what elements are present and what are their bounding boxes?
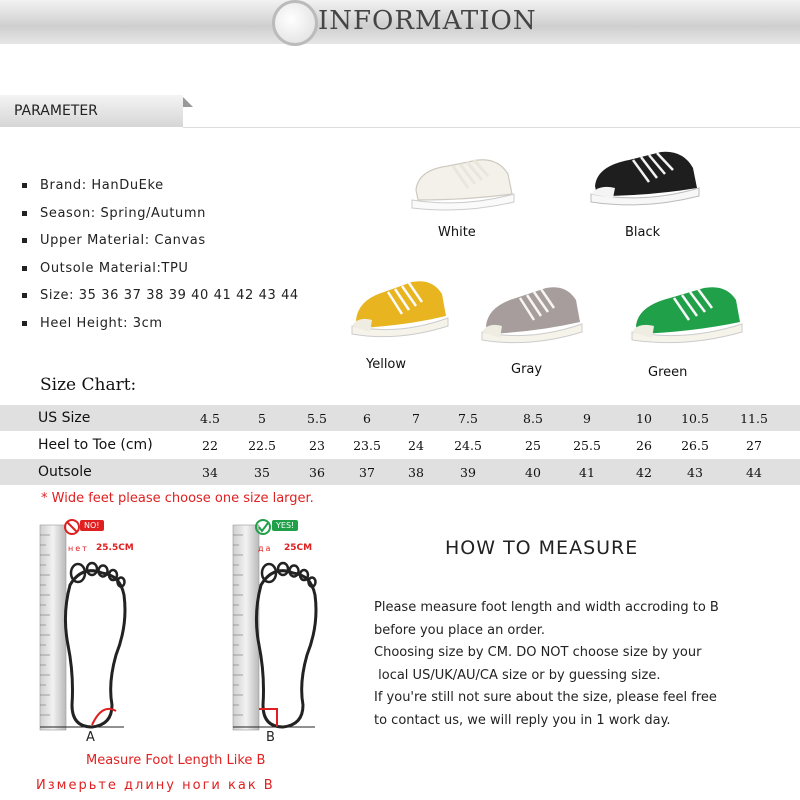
size-cell: 22 — [202, 438, 218, 453]
instruction-line: before you place an order. — [374, 622, 546, 638]
shoe-white-image — [408, 150, 518, 218]
size-cell: 40 — [525, 465, 541, 480]
size-cell: 10.5 — [681, 411, 709, 426]
size-cell: 6 — [363, 411, 371, 426]
size-cell: 44 — [746, 465, 762, 480]
bullet-icon — [22, 183, 27, 188]
bullet-icon — [22, 211, 27, 216]
size-cell: 10 — [636, 411, 652, 426]
size-cell: 42 — [636, 465, 652, 480]
figure-b-ru-text: да — [258, 544, 273, 553]
bullet-icon — [22, 321, 27, 326]
size-cell: 23.5 — [353, 438, 381, 453]
size-cell: 27 — [746, 438, 762, 453]
figure-a-value: 25.5CM — [96, 543, 134, 553]
shoe-yellow-image — [348, 272, 453, 344]
figure-b-label: B — [266, 730, 275, 745]
size-cell: 26 — [636, 438, 652, 453]
size-cell: 8.5 — [523, 411, 543, 426]
size-cell: 23 — [309, 438, 325, 453]
header-circle-icon — [272, 0, 318, 46]
shoe-gray-image — [478, 278, 588, 350]
page-title: INFORMATION — [318, 6, 537, 36]
size-cell: 11.5 — [740, 411, 768, 426]
size-row-label: US Size — [38, 410, 91, 426]
size-cell: 34 — [202, 465, 218, 480]
color-label-gray: Gray — [511, 362, 543, 377]
size-cell: 43 — [687, 465, 703, 480]
badge-yes: YES! — [272, 520, 298, 531]
parameter-list — [22, 172, 299, 337]
wide-feet-note: * Wide feet please choose one size larger. — [41, 491, 314, 506]
section-divider — [183, 127, 800, 128]
size-cell: 24 — [408, 438, 424, 453]
size-cell: 5.5 — [307, 411, 327, 426]
color-label-white: White — [438, 225, 476, 240]
parameter-item: Brand: HanDuEke — [22, 172, 299, 200]
color-label-yellow: Yellow — [366, 357, 407, 372]
size-row-label: Heel to Toe (cm) — [38, 437, 153, 453]
measure-instructions — [374, 597, 794, 732]
size-cell: 35 — [254, 465, 270, 480]
size-row-label: Outsole — [38, 464, 92, 480]
parameter-item: Season: Spring/Autumn — [22, 200, 299, 228]
size-cell: 36 — [309, 465, 325, 480]
parameter-label: PARAMETER — [14, 103, 98, 119]
color-label-green: Green — [648, 365, 688, 380]
parameter-item: Outsole Material:TPU — [22, 255, 299, 283]
parameter-item: Upper Material: Canvas — [22, 227, 299, 255]
bullet-icon — [22, 293, 27, 298]
bullet-icon — [22, 266, 27, 271]
color-label-black: Black — [625, 225, 661, 240]
parameter-item: Heel Height: 3cm — [22, 310, 299, 338]
instruction-line: Choosing size by CM. DO NOT choose size by your — [374, 645, 702, 660]
size-cell: 9 — [583, 411, 591, 426]
size-cell: 7 — [412, 411, 420, 426]
caption-russian: Измерьте длину ноги как B — [36, 778, 275, 793]
size-cell: 25.5 — [573, 438, 601, 453]
figure-a-label: A — [86, 730, 95, 745]
foot-measure-b-image — [215, 515, 350, 735]
caption-english: Measure Foot Length Like B — [86, 753, 266, 768]
badge-no: NO! — [80, 520, 104, 531]
parameter-item: Size: 35 36 37 38 39 40 41 42 43 44 — [22, 282, 299, 310]
instruction-line: local US/UK/AU/CA size or by guessing size. — [374, 667, 661, 683]
size-cell: 39 — [460, 465, 476, 480]
size-cell: 24.5 — [454, 438, 482, 453]
size-cell: 41 — [579, 465, 595, 480]
bullet-icon — [22, 238, 27, 243]
size-cell: 37 — [359, 465, 375, 480]
instruction-line: to contact us, we will reply you in 1 work day. — [374, 712, 671, 728]
shoe-black-image — [585, 142, 705, 210]
how-to-measure-title: HOW TO MEASURE — [445, 537, 639, 559]
size-cell: 7.5 — [458, 411, 478, 426]
size-cell: 25 — [525, 438, 541, 453]
tab-corner-decoration — [183, 97, 193, 107]
size-cell: 38 — [408, 465, 424, 480]
figure-b-value: 25CM — [284, 543, 313, 553]
figure-a-ru-text: нет — [68, 544, 89, 553]
size-cell: 4.5 — [200, 411, 220, 426]
size-cell: 22.5 — [248, 438, 276, 453]
instruction-line: Please measure foot length and width accroding to B — [374, 600, 719, 615]
shoe-green-image — [626, 278, 748, 350]
size-chart-title: Size Chart: — [40, 375, 137, 395]
size-cell: 5 — [258, 411, 266, 426]
instruction-line: If you're still not sure about the size, please feel free — [374, 690, 717, 705]
size-cell: 26.5 — [681, 438, 709, 453]
